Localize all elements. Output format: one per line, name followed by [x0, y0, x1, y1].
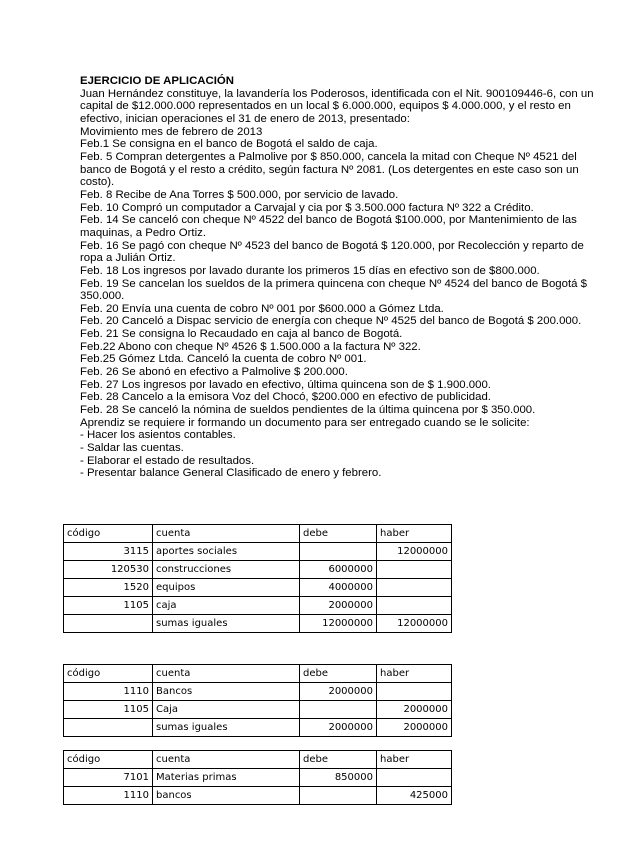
text-line: Feb. 16 Se pagó con cheque Nº 4523 del banco de Bogotá $ 120.000, por Recolección y reparto de — [80, 239, 584, 252]
cell-haber: 2000000 — [377, 719, 452, 737]
header-codigo: código — [64, 525, 153, 543]
header-haber: haber — [377, 751, 452, 769]
cell-codigo: 120530 — [64, 561, 153, 579]
text-line: Movimiento mes de febrero de 2013 — [80, 125, 263, 138]
cell-haber: 12000000 — [377, 615, 452, 633]
text-line: Feb. 20 Envía una cuenta de cobro Nº 001 por $600.000 a Gómez Ltda. — [80, 302, 444, 315]
table-row — [64, 561, 452, 579]
cell-haber — [377, 579, 452, 597]
cell-debe: 6000000 — [300, 561, 377, 579]
header-haber: haber — [377, 665, 452, 683]
cell-haber: 12000000 — [377, 543, 452, 561]
exercise-text — [80, 75, 600, 480]
text-line: Feb. 27 Los ingresos por lavado en efectivo, última quincena son de $ 1.900.000. — [80, 378, 491, 391]
cell-cuenta: equipos — [153, 579, 300, 597]
cell-debe: 2000000 — [300, 683, 377, 701]
cell-cuenta: sumas iguales — [153, 615, 300, 633]
table-row — [64, 683, 452, 701]
text-line: Feb. 28 Se canceló la nómina de sueldos pendientes de la última quincena por $ 350.000. — [80, 404, 536, 417]
table-header-row — [64, 665, 452, 683]
text-line: Feb. 14 Se canceló con cheque Nº 4522 del banco de Bogotá $100.000, por Mantenimiento de las — [80, 214, 577, 227]
cell-codigo: 3115 — [64, 543, 153, 561]
table-row — [64, 701, 452, 719]
cell-codigo: 1520 — [64, 579, 153, 597]
text-line: 350.000. — [80, 290, 125, 303]
cell-codigo: 1110 — [64, 683, 153, 701]
journal-table-opening — [63, 524, 452, 633]
header-codigo: código — [64, 751, 153, 769]
text-line: Feb. 28 Cancelo a la emisora Voz del Chocó, $200.000 en efectivo de publicidad. — [80, 391, 491, 404]
header-cuenta: cuenta — [153, 751, 300, 769]
text-line: Feb. 21 Se consigna lo Recaudado en caja al banco de Bogotá. — [80, 328, 403, 341]
cell-debe: 2000000 — [300, 719, 377, 737]
text-line: maquinas, a Pedro Ortiz. — [80, 226, 206, 239]
cell-codigo: 7101 — [64, 769, 153, 787]
journal-table-feb1 — [63, 664, 452, 737]
text-line: Feb. 20 Canceló a Dispac servicio de energía con cheque Nº 4525 del banco de Bogotá $ 200.000. — [80, 315, 582, 328]
cell-debe: 850000 — [300, 769, 377, 787]
table-row — [64, 579, 452, 597]
cell-cuenta: aportes sociales — [153, 543, 300, 561]
text-line: costo). — [80, 176, 115, 189]
text-line: Juan Hernández constituye, la lavandería los Poderosos, identificada con el Nit. 900109446-6, con un — [80, 87, 594, 100]
text-line: banco de Bogotá y el resto a crédito, según factura Nº 2081. (Los detergentes en este caso son un — [80, 163, 579, 176]
cell-debe — [300, 787, 377, 805]
cell-haber — [377, 769, 452, 787]
table-row — [64, 787, 452, 805]
text-line: Feb. 18 Los ingresos por lavado durante los primeros 15 días en efectivo son de $800.000. — [80, 264, 540, 277]
cell-cuenta: construcciones — [153, 561, 300, 579]
cell-cuenta: Bancos — [153, 683, 300, 701]
header-haber: haber — [377, 525, 452, 543]
exercise-title: EJERCICIO DE APLICACIÓN — [80, 75, 235, 87]
text-line: Feb. 26 Se abonó en efectivo a Palmolive $ 200.000. — [80, 366, 348, 379]
header-cuenta: cuenta — [153, 665, 300, 683]
table-header-row — [64, 751, 452, 769]
header-debe: debe — [300, 751, 377, 769]
text-line: Aprendiz se requiere ir formando un documento para ser entregado cuando se le solicite: — [80, 416, 530, 429]
table-row-totals — [64, 615, 452, 633]
header-codigo: código — [64, 665, 153, 683]
cell-haber — [377, 683, 452, 701]
text-line: - Presentar balance General Clasificado de enero y febrero. — [80, 467, 382, 480]
cell-codigo: 1110 — [64, 787, 153, 805]
text-line: Feb.25 Gómez Ltda. Canceló la cuenta de cobro Nº 001. — [80, 353, 367, 366]
cell-debe: 4000000 — [300, 579, 377, 597]
cell-debe — [300, 701, 377, 719]
cell-codigo — [64, 615, 153, 633]
text-line: - Saldar las cuentas. — [80, 442, 184, 455]
text-line: Feb.22 Abono con cheque Nº 4526 $ 1.500.000 a la factura Nº 322. — [80, 340, 421, 353]
header-cuenta: cuenta — [153, 525, 300, 543]
cell-cuenta: sumas iguales — [153, 719, 300, 737]
cell-haber: 2000000 — [377, 701, 452, 719]
header-debe: debe — [300, 665, 377, 683]
header-debe: debe — [300, 525, 377, 543]
cell-cuenta: Caja — [153, 701, 300, 719]
table-row-totals — [64, 719, 452, 737]
text-line: Feb. 19 Se cancelan los sueldos de la primera quincena con cheque Nº 4524 del banco de Bogotá $ — [80, 277, 587, 290]
text-line: Feb.1 Se consigna en el banco de Bogotá el saldo de caja. — [80, 138, 378, 151]
cell-debe — [300, 543, 377, 561]
cell-cuenta: caja — [153, 597, 300, 615]
cell-cuenta: bancos — [153, 787, 300, 805]
text-line: capital de $12.000.000 representados en un local $ 6.000.000, equipos $ 4.000.000, y el resto en — [80, 100, 571, 113]
journal-table-feb5 — [63, 750, 452, 805]
table-row — [64, 769, 452, 787]
text-line: Feb. 5 Compran detergentes a Palmolive por $ 850.000, cancela la mitad con Cheque Nº 4521 del — [80, 150, 577, 163]
cell-debe: 2000000 — [300, 597, 377, 615]
cell-haber — [377, 561, 452, 579]
text-line: ropa a Julián Ortiz. — [80, 252, 176, 265]
text-line: - Hacer los asientos contables. — [80, 429, 236, 442]
text-line: - Elaborar el estado de resultados. — [80, 454, 255, 467]
cell-haber — [377, 597, 452, 615]
cell-debe: 12000000 — [300, 615, 377, 633]
table-header-row — [64, 525, 452, 543]
cell-codigo — [64, 719, 153, 737]
cell-haber: 425000 — [377, 787, 452, 805]
cell-cuenta: Materias primas — [153, 769, 300, 787]
cell-codigo: 1105 — [64, 597, 153, 615]
text-line: Feb. 10 Compró un computador a Carvajal y cia por $ 3.500.000 factura Nº 322 a Crédito. — [80, 201, 534, 214]
table-row — [64, 543, 452, 561]
table-row — [64, 597, 452, 615]
text-line: efectivo, inician operaciones el 31 de enero de 2013, presentado: — [80, 112, 410, 125]
cell-codigo: 1105 — [64, 701, 153, 719]
text-line: Feb. 8 Recibe de Ana Torres $ 500.000, por servicio de lavado. — [80, 188, 399, 201]
